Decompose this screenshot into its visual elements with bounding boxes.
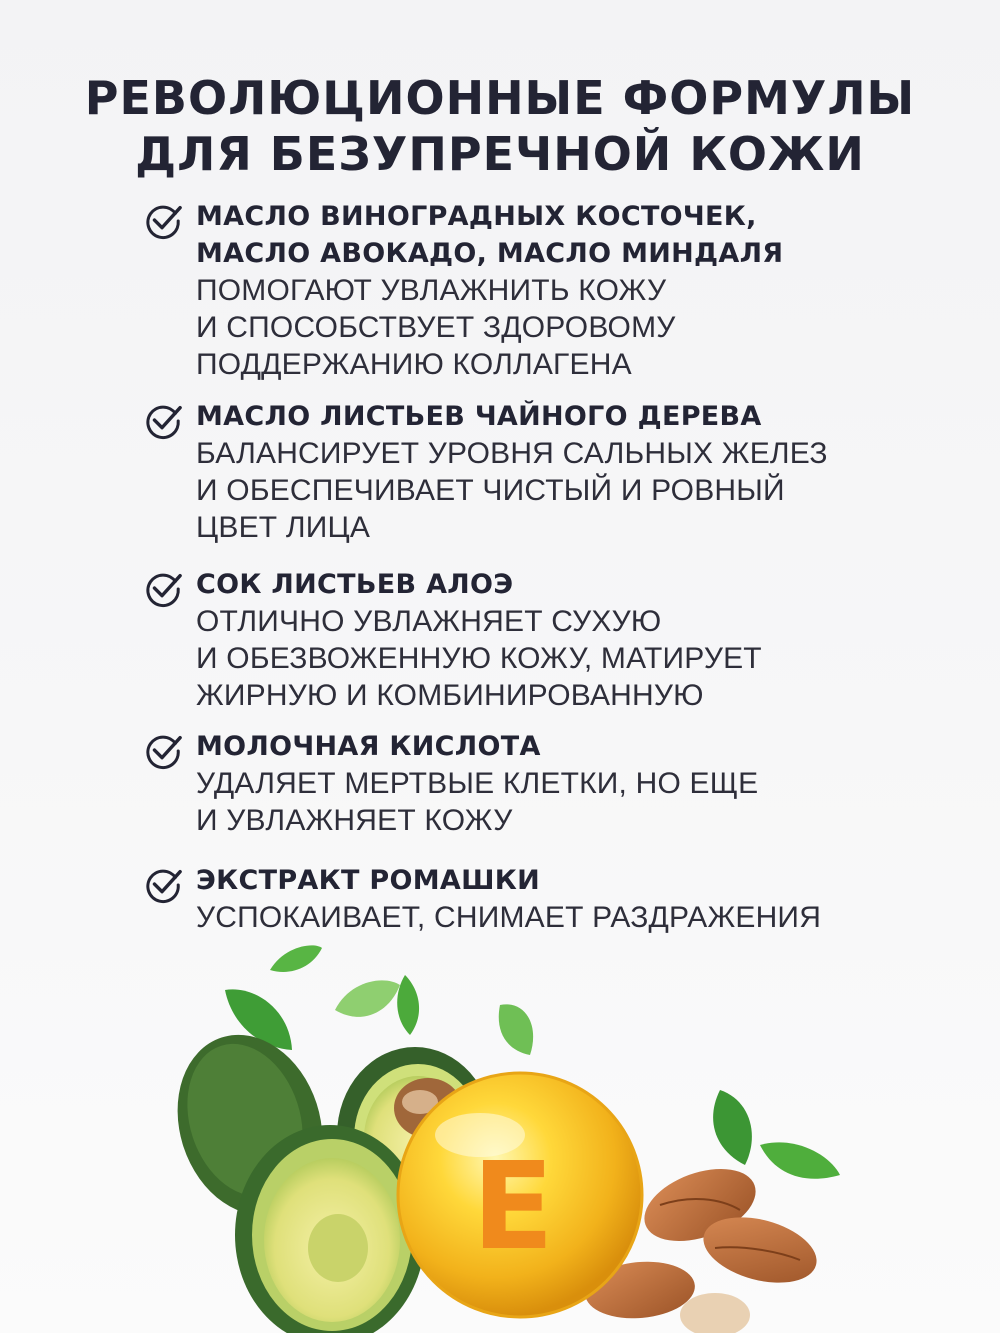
ingredients-illustration	[0, 930, 1000, 1333]
ingredient-description-line: ОТЛИЧНО УВЛАЖНЯЕТ СУХУЮ	[196, 605, 662, 638]
ingredient-title-line: СОК ЛИСТЬЕВ АЛОЭ	[196, 569, 514, 600]
checkmark-circle-icon	[144, 866, 182, 904]
ingredient-description-line: И СПОСОБСТВУЕТ ЗДОРОВОМУ	[196, 311, 676, 344]
ingredient-item-chamomile	[144, 862, 821, 936]
ingredient-item-tea-tree	[144, 398, 828, 546]
page-title-line-2: ДЛЯ БЕЗУПРЕЧНОЙ КОЖИ	[135, 127, 865, 181]
ingredient-title-line: МАСЛО АВОКАДО, МАСЛО МИНДАЛЯ	[196, 238, 784, 269]
ingredient-item-lactic-acid	[144, 728, 758, 839]
checkmark-circle-icon	[144, 570, 182, 608]
ingredient-description-line: И УВЛАЖНЯЕТ КОЖУ	[196, 804, 513, 837]
ingredient-description-line: И ОБЕСПЕЧИВАЕТ ЧИСТЫЙ И РОВНЫЙ	[196, 474, 785, 507]
ingredient-title-line: МАСЛО ВИНОГРАДНЫХ КОСТОЧЕК,	[196, 201, 757, 232]
ingredient-item-aloe	[144, 566, 762, 714]
vitamin-e-letter: E	[472, 1138, 554, 1277]
ingredient-title-line: МАСЛО ЛИСТЬЕВ ЧАЙНОГО ДЕРЕВА	[196, 401, 762, 432]
checkmark-circle-icon	[144, 402, 182, 440]
ingredient-title-line: ЭКСТРАКТ РОМАШКИ	[196, 865, 541, 896]
ingredient-item-grape-avocado-almond	[144, 198, 783, 383]
ingredient-title-line: МОЛОЧНАЯ КИСЛОТА	[196, 731, 541, 762]
ingredient-description-line: УСПОКАИВАЕТ, СНИМАЕТ РАЗДРАЖЕНИЯ	[196, 901, 822, 934]
checkmark-circle-icon	[144, 732, 182, 770]
ingredient-description-line: ПОДДЕРЖАНИЮ КОЛЛАГЕНА	[196, 348, 632, 381]
page-title-line-1: РЕВОЛЮЦИОННЫЕ ФОРМУЛЫ	[84, 71, 916, 125]
ingredient-description-line: БАЛАНСИРУЕТ УРОВНЯ САЛЬНЫХ ЖЕЛЕЗ	[196, 437, 828, 470]
ingredient-description-line: ЖИРНУЮ И КОМБИНИРОВАННУЮ	[196, 679, 704, 712]
ingredient-description-line: ПОМОГАЮТ УВЛАЖНИТЬ КОЖУ	[196, 274, 667, 307]
ingredient-description-line: ЦВЕТ ЛИЦА	[196, 511, 371, 544]
ingredient-description-line: И ОБЕЗВОЖЕННУЮ КОЖУ, МАТИРУЕТ	[196, 642, 762, 675]
page-title	[0, 70, 1000, 182]
checkmark-circle-icon	[144, 202, 182, 240]
ingredient-description-line: УДАЛЯЕТ МЕРТВЫЕ КЛЕТКИ, НО ЕЩЕ	[196, 767, 759, 800]
